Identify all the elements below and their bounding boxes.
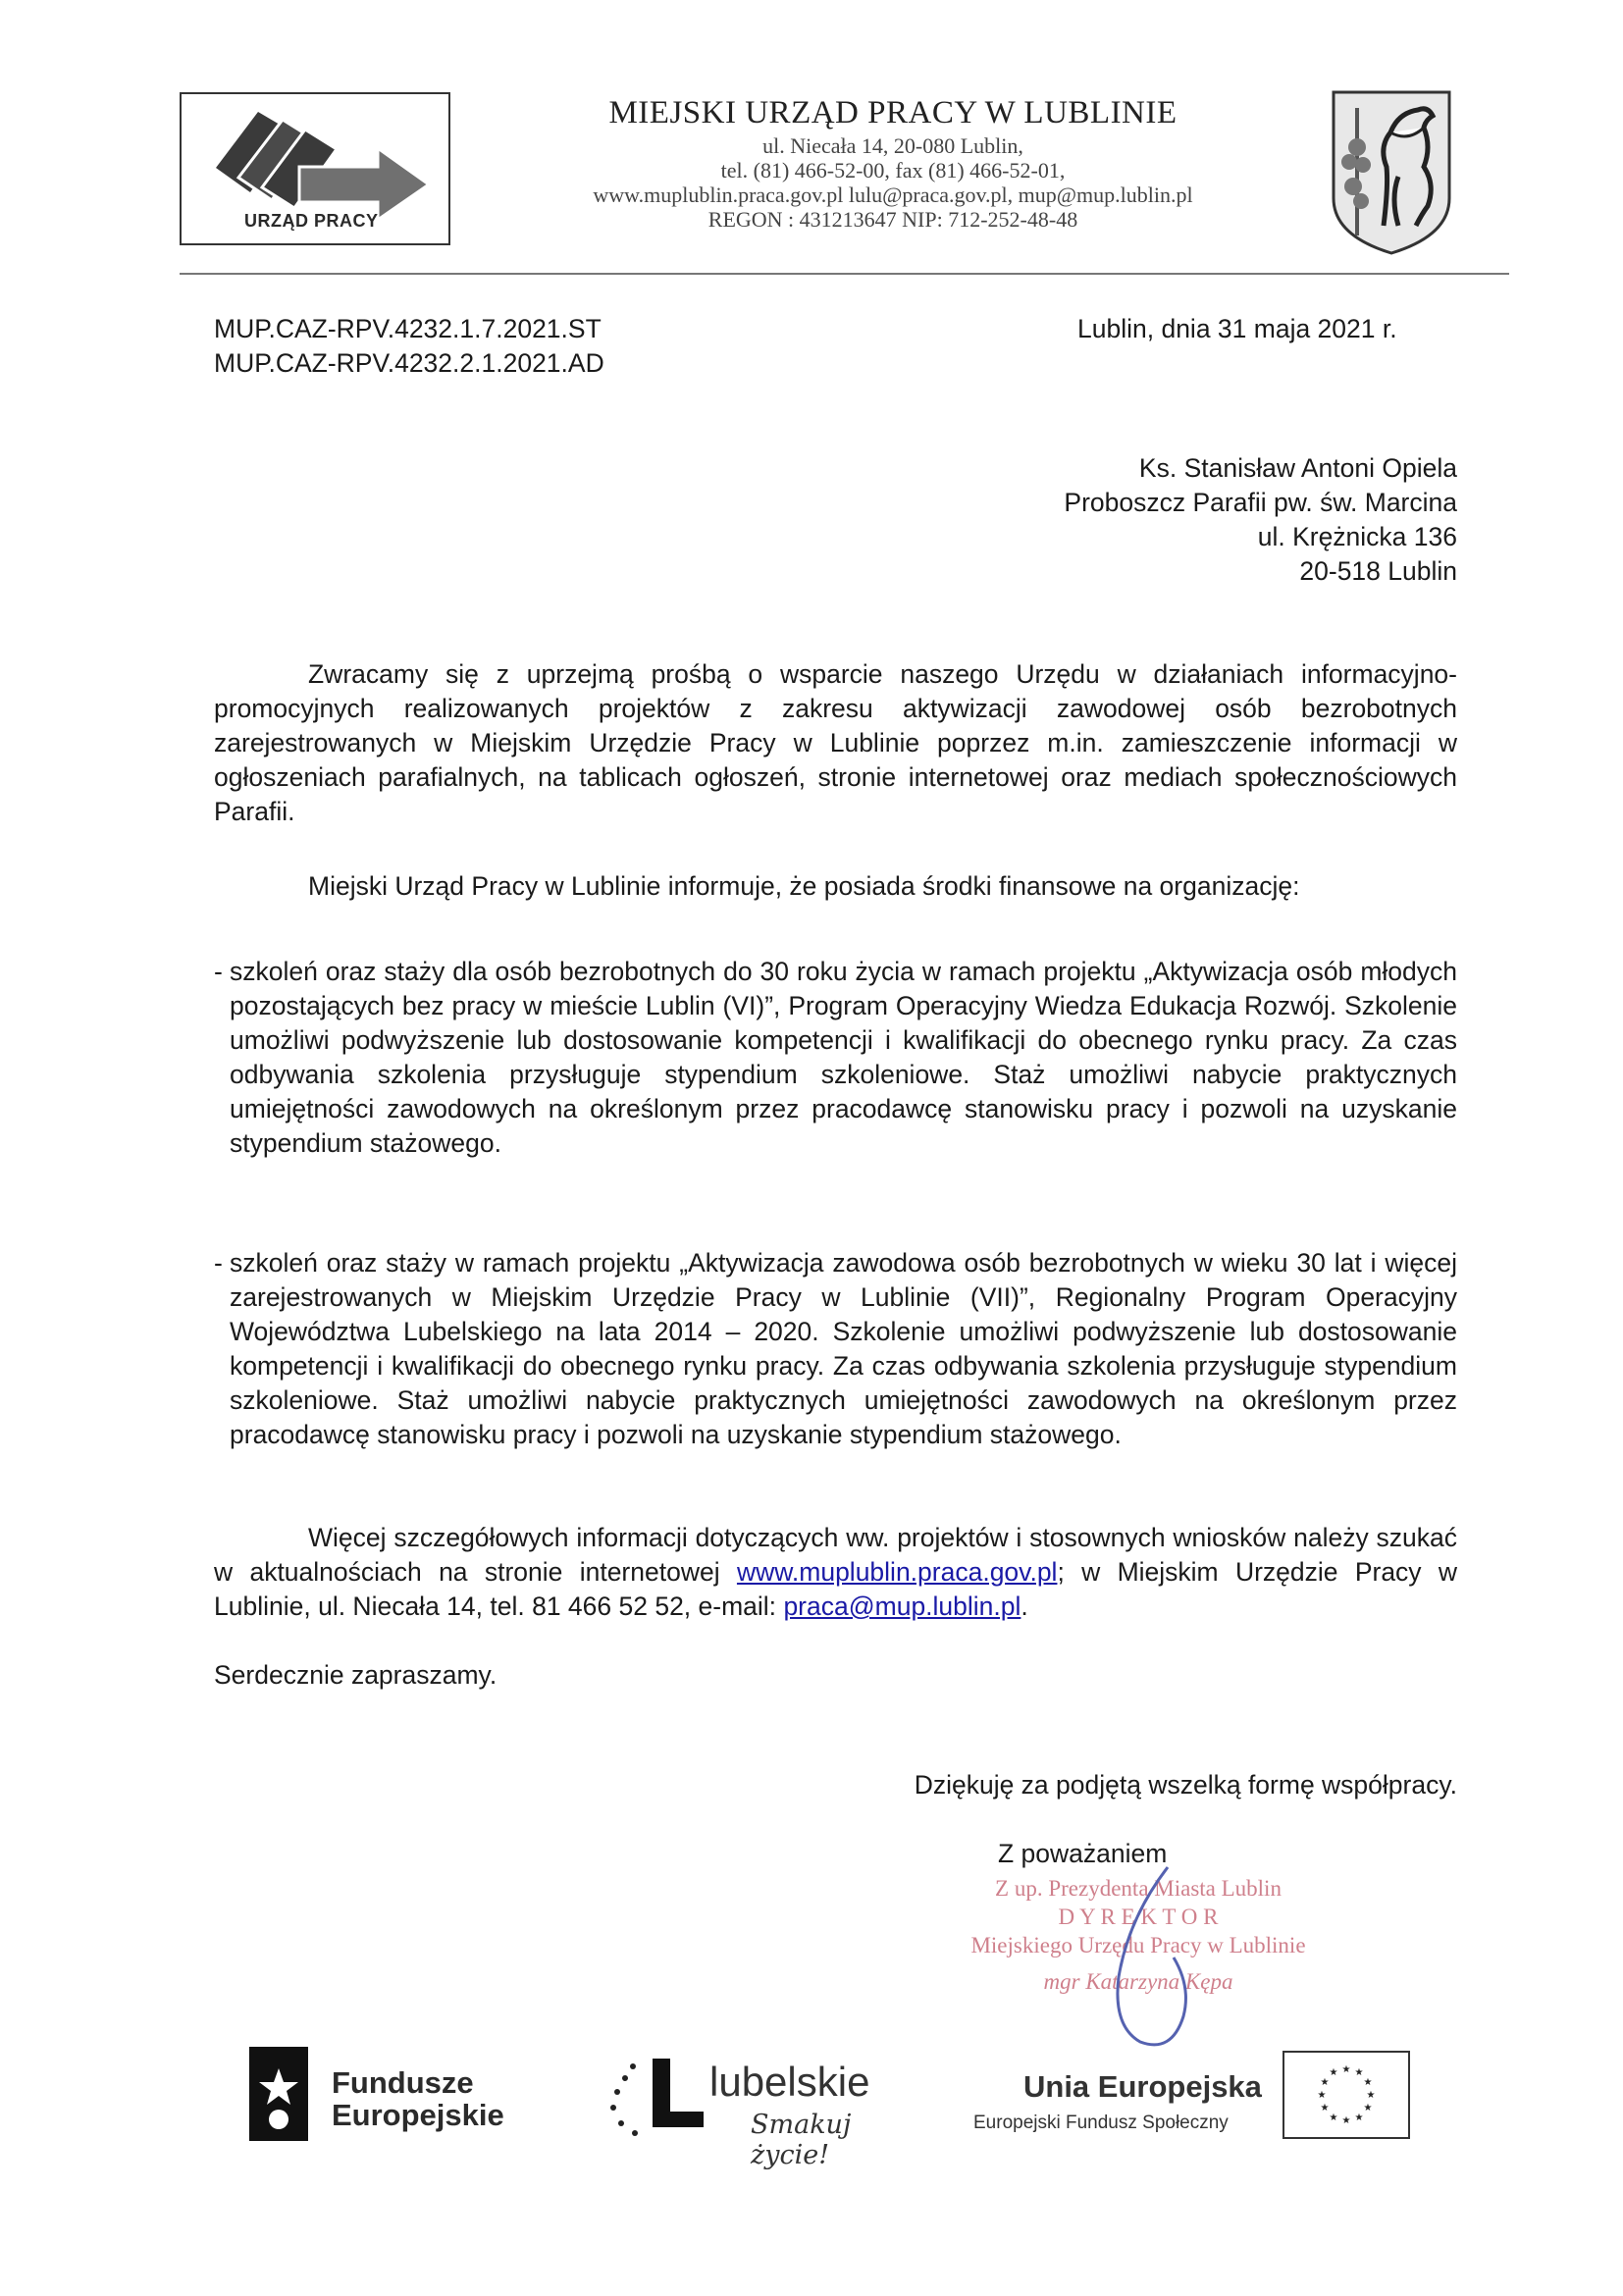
svg-text:★: ★ (1341, 2064, 1351, 2075)
svg-text:★: ★ (1363, 2077, 1373, 2088)
svg-text:★: ★ (1354, 2067, 1364, 2078)
svg-text:★: ★ (1317, 2090, 1327, 2101)
paragraph-funding: Miejski Urząd Pracy w Lublinie informuje, że posiada środki finansowe na organizację: (308, 871, 1300, 901)
office-name: MIEJSKI URZĄD PRACY W LUBLINIE (608, 95, 1178, 130)
more-info-text: . (1021, 1592, 1028, 1621)
eu-flag-icon (1283, 2051, 1410, 2139)
svg-text:★: ★ (1366, 2090, 1376, 2101)
stamp-line: Miejskiego Urzędu Pracy w Lublinie (970, 1933, 1306, 1957)
office-address: ul. Niecała 14, 20-080 Lublin, (762, 133, 1023, 158)
svg-text:★: ★ (1363, 2103, 1373, 2113)
eu-title: Unia Europejska (1023, 2069, 1262, 2104)
fe-line: Europejskie (332, 2098, 504, 2132)
case-reference: MUP.CAZ-RPV.4232.1.7.2021.ST (214, 314, 602, 343)
office-phone: tel. (81) 466-52-00, fax (81) 466-52-01, (720, 158, 1066, 183)
lubelskie-logo (603, 2039, 917, 2170)
lubelskie-star-icon (603, 2039, 711, 2147)
website-link[interactable]: www.muplublin.praca.gov.pl (736, 1557, 1058, 1587)
letter-date: Lublin, dnia 31 maja 2021 r. (1077, 314, 1397, 343)
recipient-name: Ks. Stanisław Antoni Opiela (1138, 453, 1457, 483)
header-divider (180, 273, 1509, 275)
stamp-line: D Y R E K T O R (1058, 1905, 1219, 1929)
list-item (214, 1246, 1457, 1452)
fe-label (332, 2066, 504, 2131)
fe-star-icon (243, 2039, 322, 2147)
fe-line: Fundusze (332, 2065, 474, 2100)
fundusze-europejskie-logo (243, 2039, 518, 2157)
more-info-text: Więcej szczegółowych informacji dotyczących ww. projektów i stosownych wniosków należy szukać w aktualnościach na stronie internetowej (214, 1523, 1457, 1587)
bullet-dash: - (214, 957, 223, 986)
stamp-line: Z up. Prezydenta Miasta Lublin (995, 1876, 1282, 1901)
svg-text:★: ★ (1329, 2067, 1338, 2078)
regards-line: Z poważaniem (998, 1839, 1168, 1868)
bullet-dash: - (214, 1248, 223, 1278)
logo-caption: URZĄD PRACY (244, 211, 379, 231)
stamp-signatory: mgr Katarzyna Kępa (1043, 1969, 1233, 1994)
mup-logo (180, 92, 450, 245)
email-link[interactable]: praca@mup.lublin.pl (783, 1592, 1021, 1621)
invitation-line: Serdecznie zapraszamy. (214, 1660, 497, 1690)
svg-text:★: ★ (1341, 2115, 1351, 2126)
lubelskie-slogan: Smakuj życie! (751, 2110, 852, 2170)
office-regon-nip: REGON : 431213647 NIP: 712-252-48-48 (707, 207, 1078, 232)
paragraph-request: Zwracamy się z uprzejmą prośbą o wsparcie naszego Urzędu w działaniach informacyjno-promocyjnych realizowanych projektów z zakresu aktywizacji zawodowej osób bezrobotnych zarejestrowanych w Miejskim Urzędzie Pracy w Lublinie poprzez m.in. zamieszczenie informacji w ogłoszeniach parafialnych, na tablicach ogłoszeń, stronie internetowej oraz mediach społecznościowych Parafii. (214, 659, 1457, 826)
case-references (214, 312, 604, 381)
svg-text:★: ★ (1320, 2103, 1330, 2113)
bullet-text: szkoleń oraz staży w ramach projektu „Aktywizacja zawodowa osób bezrobotnych w wieku 30 lat i więcej zarejestrowanych w Miejskim Urzędzie Pracy w Lublinie (VII)”, Regionalny Program Operacyjny Województwa Lubelskiego na lata 2014 – 2020. Szkolenie umożliwi podwyższenie lub dostosowanie kompetencji i kwalifikacji do obecnego rynku pracy. Za czas odbywania szkolenia przysługuje stypendium szkoleniowe. Staż umożliwi nabycie praktycznych umiejętności zawodowych na określonym przez pracodawcę stanowisku pracy i pozwoli na uzyskanie stypendium stażowego. (230, 1248, 1457, 1449)
handwritten-signature (1089, 1859, 1207, 2056)
svg-text:★: ★ (1320, 2077, 1330, 2088)
recipient-city: 20-518 Lublin (1299, 556, 1457, 586)
case-reference: MUP.CAZ-RPV.4232.2.1.2021.AD (214, 348, 604, 378)
paragraph-more-info (214, 1521, 1457, 1624)
svg-text:★: ★ (1329, 2113, 1338, 2123)
recipient-address (962, 451, 1457, 589)
letterhead (471, 92, 1315, 232)
lublin-coat-of-arms-icon (1330, 88, 1453, 257)
recipient-street: ul. Krężnicka 136 (1257, 522, 1457, 551)
office-web-email: www.muplublin.praca.gov.pl lulu@praca.gov.pl, mup@mup.lublin.pl (593, 183, 1193, 207)
svg-text:★: ★ (1354, 2113, 1364, 2123)
lubelskie-label: lubelskie (709, 2059, 870, 2105)
eu-subtitle: Europejski Fundusz Społeczny (973, 2113, 1229, 2133)
more-info-text: ; w Miejskim Urzędzie Pracy w Lublinie, ul. Niecała 14, tel. 81 466 52 52, e-mail: (214, 1557, 1458, 1621)
thanks-line: Dziękuję za podjętą wszelką formę współpracy. (914, 1770, 1457, 1800)
list-item (214, 955, 1457, 1161)
recipient-title: Proboszcz Parafii pw. św. Marcina (1064, 488, 1457, 517)
eu-logo (967, 2044, 1418, 2152)
bullet-text: szkoleń oraz staży dla osób bezrobotnych do 30 roku życia w ramach projektu „Aktywizacja osób młodych pozostających bez pracy w mieście Lublin (VI)”, Program Operacyjny Wiedza Edukacja Rozwój. Szkolenie umożliwi podwyższenie lub dostosowanie kompetencji i kwalifikacji do obecnego rynku pracy. Za czas odbywania szkolenia przysługuje stypendium szkoleniowe. Staż umożliwi nabycie praktycznych umiejętności zawodowych na określonym przez pracodawcę stanowisku pracy i pozwoli na uzyskanie stypendium stażowego. (230, 957, 1457, 1158)
